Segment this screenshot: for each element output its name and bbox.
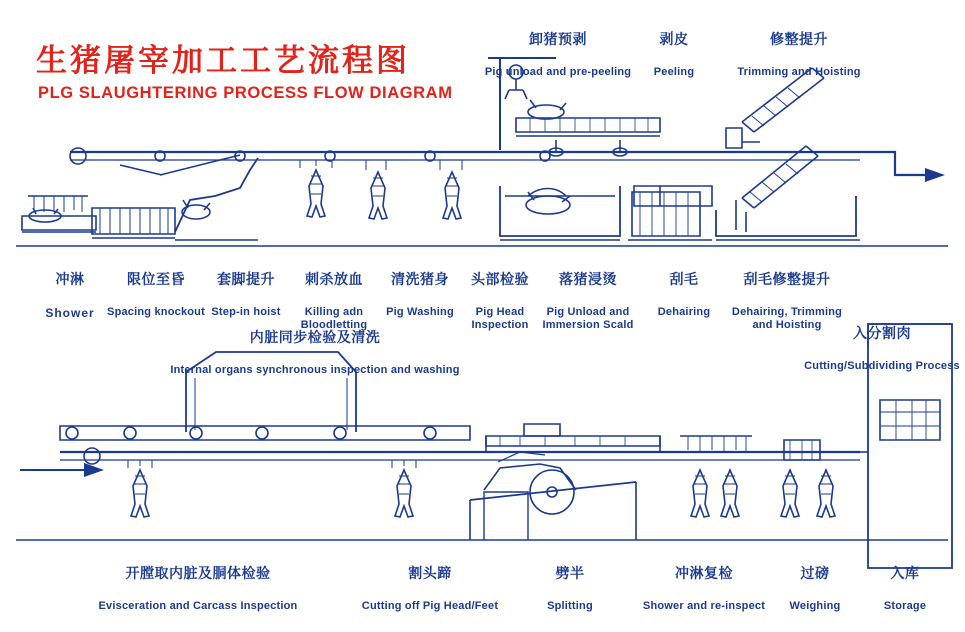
title-chinese: 生猪屠宰加工工艺流程图 — [36, 43, 410, 78]
label-weighing — [776, 546, 854, 632]
label-cn: 入库 — [890, 564, 920, 581]
label-en: Cutting/Subdividing Process — [804, 360, 960, 373]
label-cn: 卸猪预剥 — [529, 30, 587, 47]
label-cn: 头部检验 — [471, 270, 529, 287]
label-cutting-off-head-feet — [344, 546, 516, 632]
label-en: Pig Head Inspection — [471, 306, 529, 332]
label-en: Spacing knockout — [107, 306, 205, 319]
label-en: Killing adn Bloodletting — [300, 306, 368, 332]
label-evisceration-carcass-inspection — [92, 546, 304, 632]
label-internal-organs-inspection — [140, 310, 490, 396]
label-shower — [36, 252, 104, 339]
label-en: Step-in hoist — [211, 306, 281, 319]
label-en: Dehairing, Trimming and Hoisting — [731, 306, 843, 332]
label-en: Internal organs synchronous inspection and washing — [170, 364, 460, 377]
label-en: Dehairing — [657, 306, 711, 319]
label-en: Evisceration and Carcass Inspection — [98, 600, 298, 613]
title-english: PLG SLAUGHTERING PROCESS FLOW DIAGRAM — [38, 84, 453, 103]
label-dehairing — [646, 252, 722, 338]
label-en: Trimming and Hoisting — [737, 66, 861, 79]
label-trimming-hoisting — [714, 12, 884, 98]
label-cn: 套脚提升 — [217, 270, 275, 287]
label-cutting-subdividing — [800, 306, 964, 392]
label-shower-re-inspect — [630, 546, 778, 632]
label-cn: 入分割肉 — [853, 324, 911, 341]
label-en: Pig Unload and Immersion Scald — [542, 306, 634, 332]
label-cn: 割头蹄 — [408, 564, 452, 581]
label-cn: 落猪浸烫 — [559, 270, 617, 287]
label-en: Shower — [45, 306, 95, 321]
label-en: Weighing — [789, 600, 841, 613]
label-cn: 剥皮 — [659, 30, 689, 47]
label-cn: 刮毛修整提升 — [743, 270, 831, 287]
label-en: Pig unload and pre-peeling — [484, 66, 632, 79]
label-cn: 刮毛 — [669, 270, 699, 287]
label-pig-unload-immersion-scald — [534, 252, 642, 351]
label-cn: 劈半 — [555, 564, 585, 581]
label-cn: 过磅 — [800, 564, 830, 581]
label-cn: 清洗猪身 — [391, 270, 449, 287]
label-pig-unload-pre-peeling — [478, 12, 638, 98]
label-en: Storage — [883, 600, 927, 613]
label-storage — [866, 546, 944, 632]
label-peeling — [630, 12, 718, 98]
label-en: Cutting off Pig Head/Feet — [361, 600, 499, 613]
label-cn: 内脏同步检验及清洗 — [249, 328, 381, 345]
label-en: Splitting — [547, 600, 593, 613]
label-splitting — [524, 546, 616, 632]
label-en: Pig Washing — [386, 306, 454, 319]
diagram-title — [36, 44, 506, 103]
label-en: Shower and re-inspect — [642, 600, 766, 613]
label-cn: 修整提升 — [770, 30, 828, 47]
label-cn: 限位至昏 — [127, 270, 185, 287]
label-cn: 刺杀放血 — [305, 270, 363, 287]
label-en: Peeling — [653, 66, 695, 79]
label-cn: 冲淋复检 — [675, 564, 733, 581]
label-cn: 开膛取内脏及胴体检验 — [125, 564, 271, 581]
label-cn: 冲淋 — [55, 270, 85, 287]
